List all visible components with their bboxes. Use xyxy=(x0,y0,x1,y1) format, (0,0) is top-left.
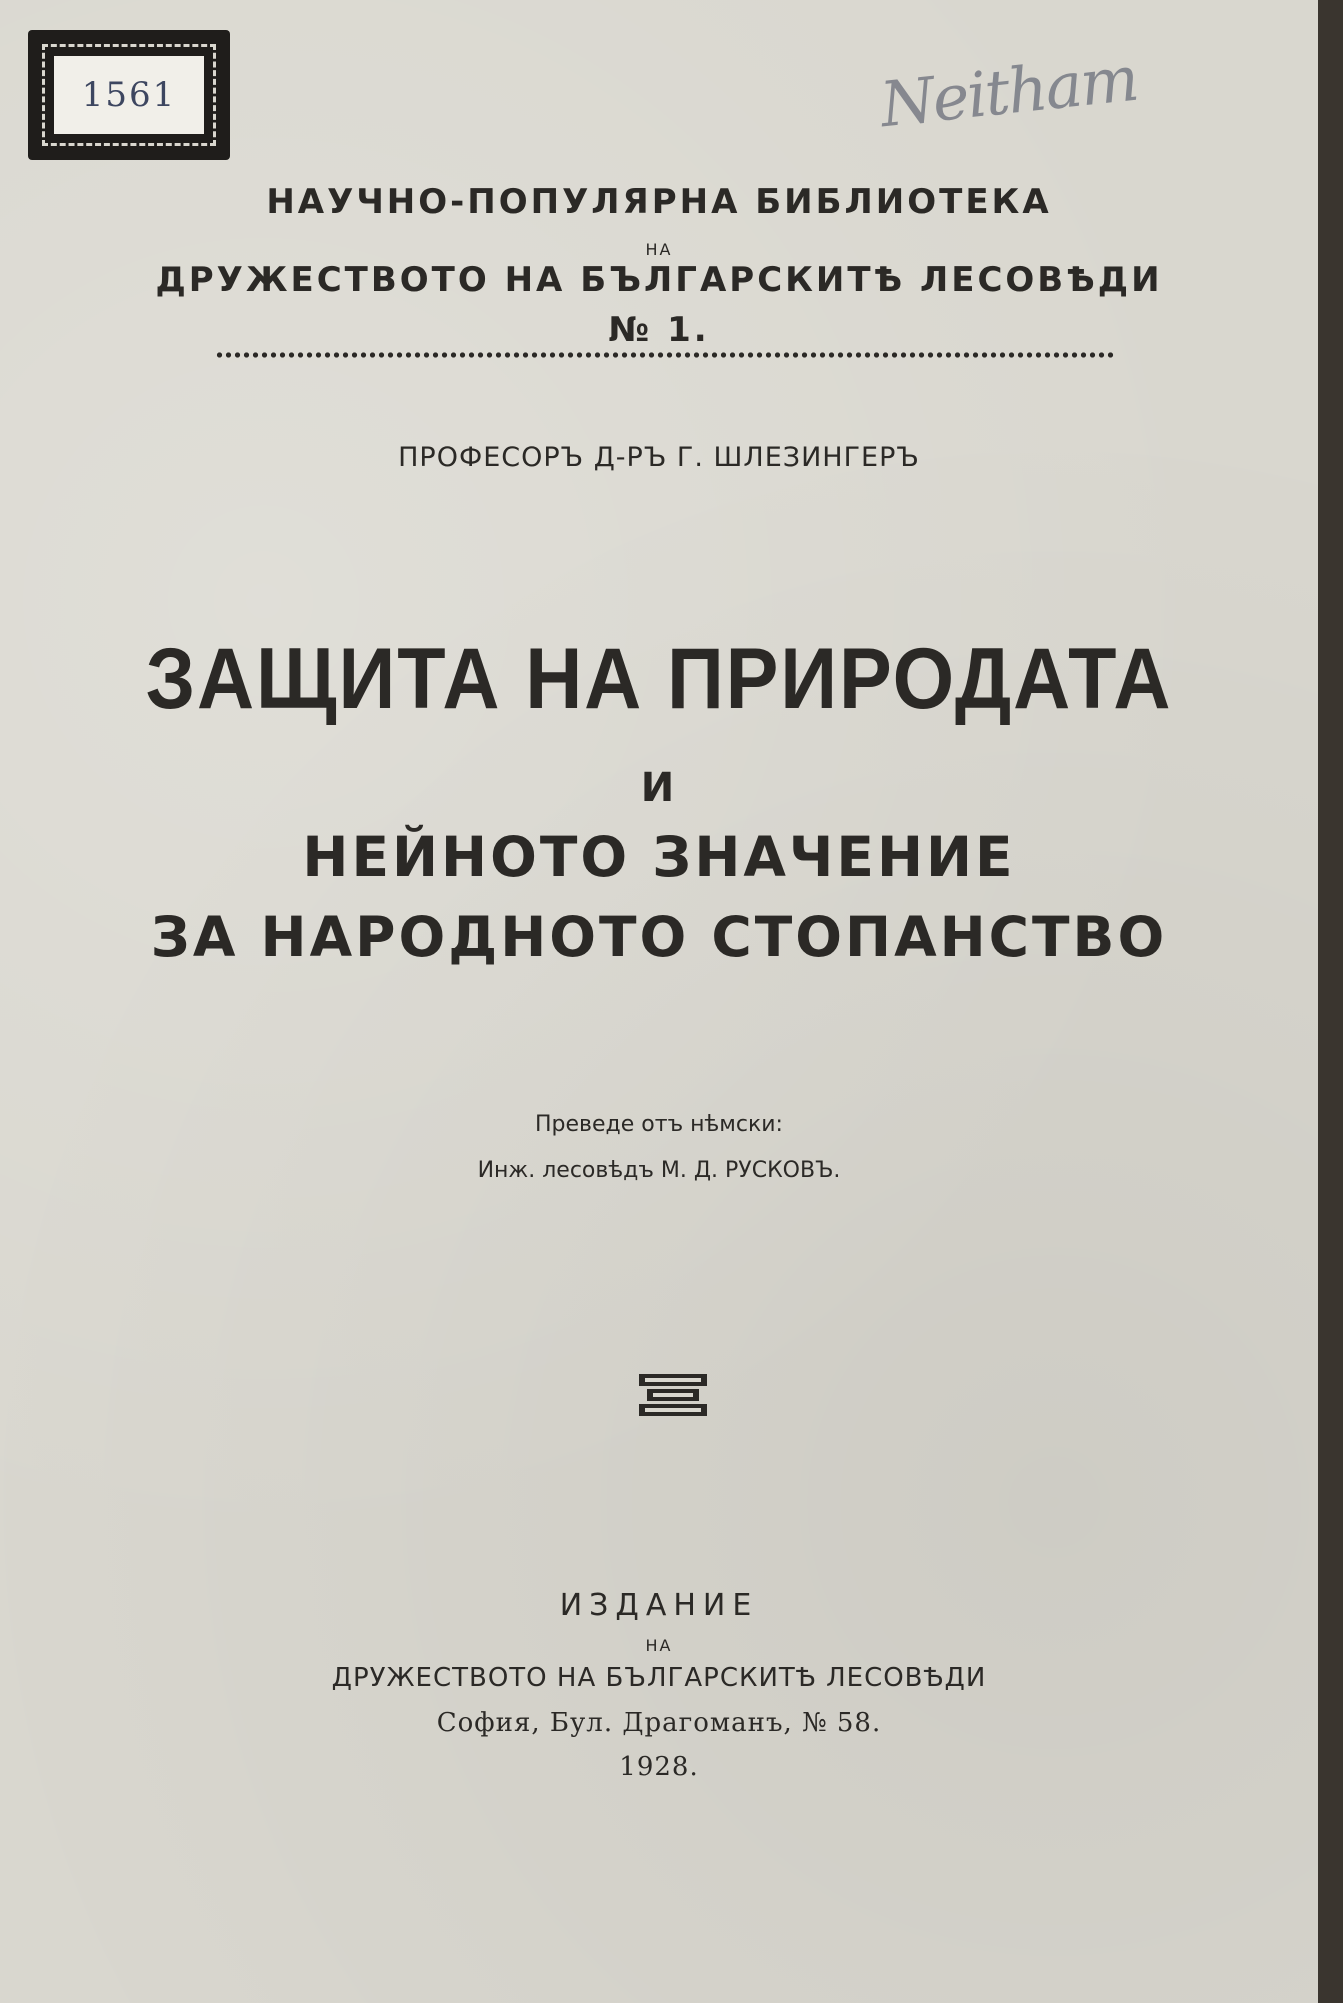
publisher-address: София, Бул. Драгоманъ, № 58. xyxy=(436,1708,882,1738)
translated-from: Преведе отъ нѣмски: xyxy=(535,1112,783,1137)
handwritten-signature: Neitham xyxy=(876,41,1141,142)
series-na: НА xyxy=(645,240,673,259)
ornament-icon xyxy=(637,1372,709,1418)
series-number: № 1. xyxy=(608,310,710,350)
edition-na: НА xyxy=(645,1636,673,1655)
binding-edge xyxy=(1318,0,1343,2003)
label-number: 1561 xyxy=(54,56,204,134)
edition-heading: ИЗДАНИЕ xyxy=(559,1588,759,1623)
title-line2: НЕЙНОТО ЗНАЧЕНИЕ xyxy=(302,825,1016,889)
translator: Инж. лесовѣдъ М. Д. РУСКОВЪ. xyxy=(477,1158,841,1183)
series-title: НАУЧНО-ПОПУЛЯРНА БИБЛИОТЕКА xyxy=(266,182,1052,222)
dotted-divider xyxy=(215,352,1115,358)
publisher-name: ДРУЖЕСТВОТО НА БЪЛГАРСКИТѢ ЛЕСОВѢДИ xyxy=(331,1663,987,1693)
author: ПРОФЕСОРЪ Д-РЪ Г. ШЛЕЗИНГЕРЪ xyxy=(398,442,920,473)
title-conjunction: И xyxy=(640,765,678,811)
publication-year: 1928. xyxy=(619,1752,699,1782)
title-main: ЗАЩИТА НА ПРИРОДАТА xyxy=(145,631,1173,727)
title-line3: ЗА НАРОДНОТО СТОПАНСТВО xyxy=(150,905,1168,969)
library-label xyxy=(28,30,230,160)
series-society: ДРУЖЕСТВОТО НА БЪЛГАРСКИТѢ ЛЕСОВѢДИ xyxy=(155,260,1163,300)
